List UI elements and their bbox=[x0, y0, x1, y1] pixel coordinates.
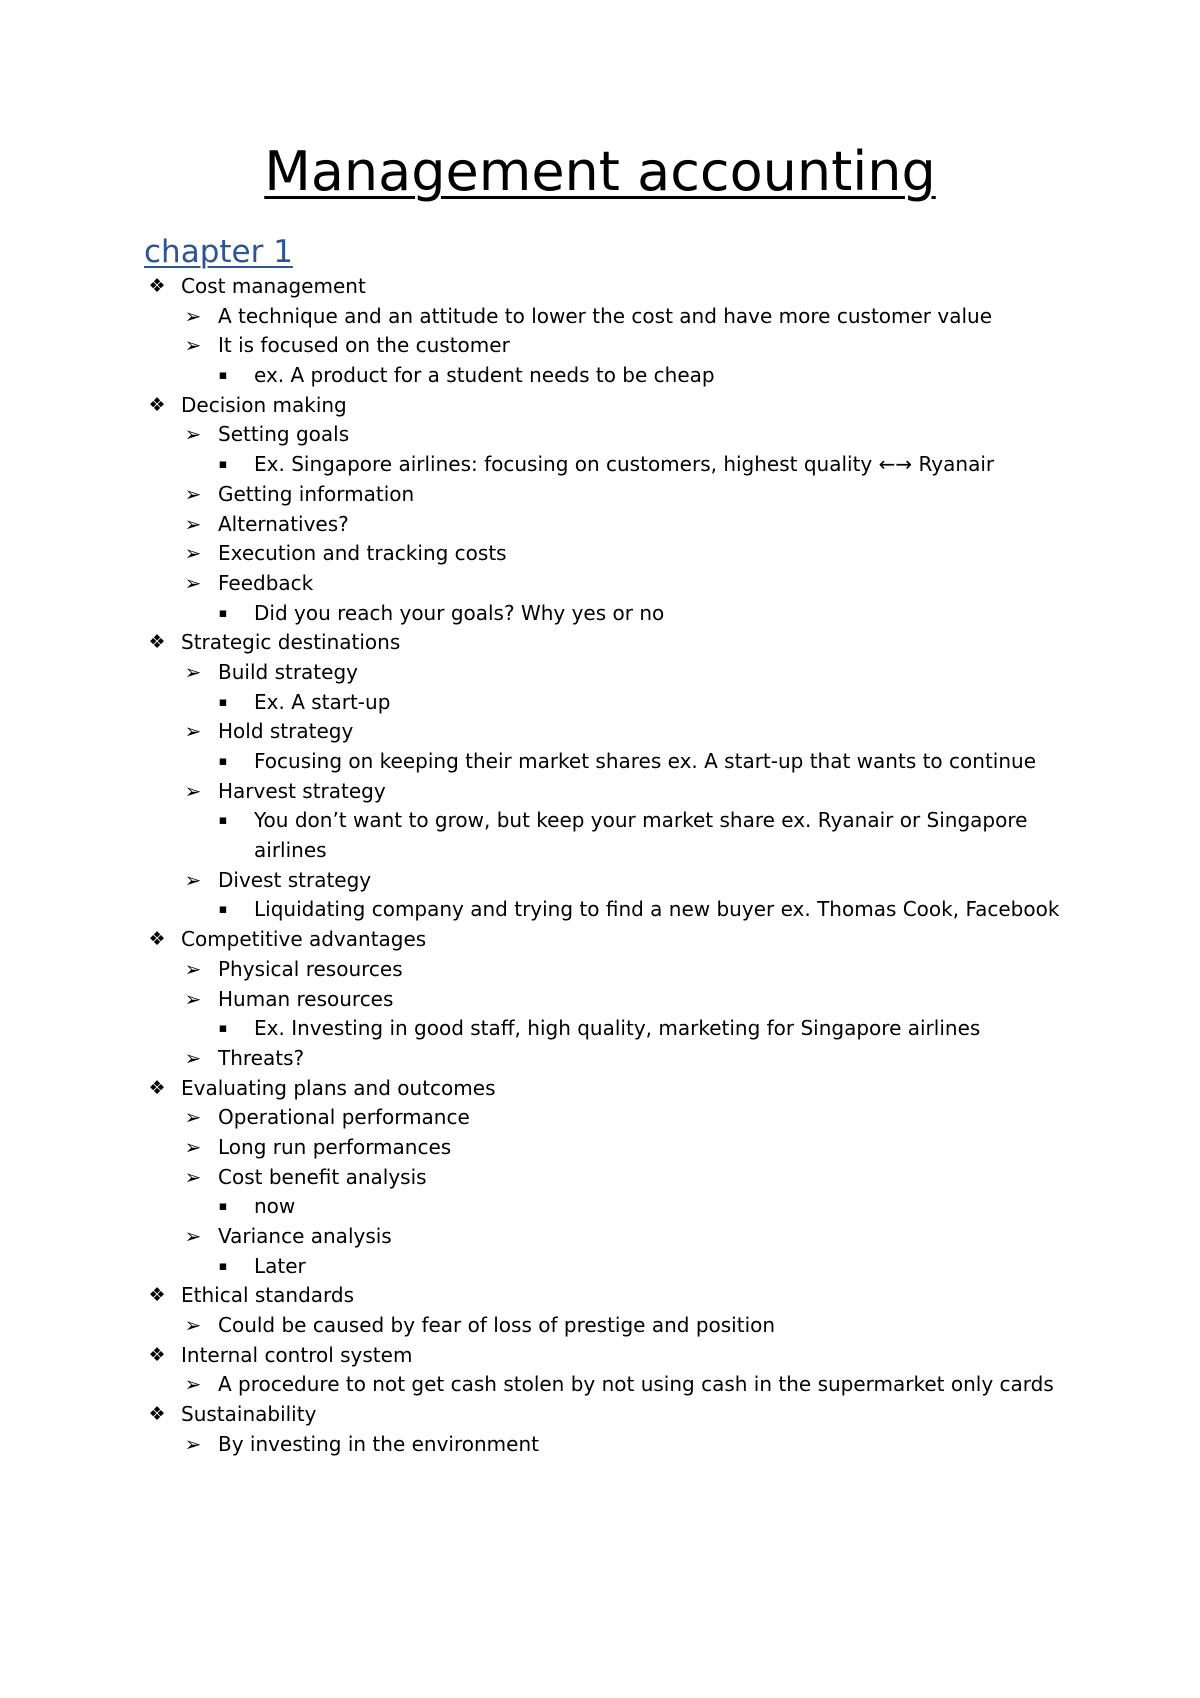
arrowhead-bullet-icon: ➢ bbox=[184, 956, 202, 981]
arrowhead-bullet-icon: ➢ bbox=[184, 541, 202, 566]
outline-item-text: Could be caused by fear of loss of prestige and position bbox=[218, 1313, 776, 1338]
arrowhead-bullet-icon: ➢ bbox=[184, 570, 202, 595]
diamond-bullet-icon: ❖ bbox=[148, 928, 166, 951]
outline-item-text: Cost management bbox=[181, 274, 366, 298]
square-bullet-icon: ▪ bbox=[218, 1199, 228, 1215]
square-bullet-icon: ▪ bbox=[218, 754, 228, 769]
outline-item bbox=[0, 480, 1200, 510]
outline-item-text: Divest strategy bbox=[218, 867, 372, 892]
arrowhead-bullet-icon: ➢ bbox=[184, 1372, 202, 1397]
diamond-bullet-icon: ❖ bbox=[148, 1076, 166, 1099]
outline-item-text: Later bbox=[254, 1253, 306, 1278]
outline-item-text: Ex. A start-up bbox=[254, 689, 391, 714]
arrowhead-bullet-icon: ➢ bbox=[184, 303, 202, 328]
outline-item-text: A procedure to not get cash stolen by not using cash in the supermarket only cards bbox=[218, 1372, 1054, 1397]
outline-item bbox=[0, 569, 1200, 599]
outline-item-text: Strategic destinations bbox=[181, 630, 401, 655]
arrowhead-bullet-icon: ➢ bbox=[184, 1313, 202, 1338]
outline-item bbox=[0, 1222, 1200, 1252]
outline-item-text: You don’t want to grow, but keep your market share ex. Ryanair or Singapore bbox=[254, 808, 1028, 833]
outline-item-text: Hold strategy bbox=[218, 719, 354, 744]
outline-item bbox=[0, 1192, 1200, 1222]
arrowhead-bullet-icon: ➢ bbox=[184, 1105, 202, 1130]
outline-item bbox=[0, 895, 1200, 925]
diamond-bullet-icon: ❖ bbox=[148, 631, 166, 654]
document-title: Management accounting bbox=[264, 140, 936, 203]
outline-item bbox=[0, 1014, 1200, 1044]
outline-item bbox=[0, 510, 1200, 540]
outline-item bbox=[0, 925, 1200, 955]
outline-item bbox=[0, 1044, 1200, 1074]
outline-item bbox=[0, 1103, 1200, 1133]
outline-item-text: Evaluating plans and outcomes bbox=[181, 1075, 496, 1100]
outline-item bbox=[0, 1133, 1200, 1163]
outline-item-text: Operational performance bbox=[218, 1105, 470, 1130]
outline-item bbox=[0, 1341, 1200, 1371]
square-bullet-icon: ▪ bbox=[218, 1258, 228, 1274]
outline-item-text: Threats? bbox=[218, 1045, 305, 1070]
diamond-bullet-icon: ❖ bbox=[148, 275, 166, 297]
outline-item-text: Build strategy bbox=[218, 659, 358, 684]
arrowhead-bullet-icon: ➢ bbox=[184, 659, 202, 684]
outline-item bbox=[0, 331, 1200, 361]
outline-item bbox=[0, 539, 1200, 569]
outline-item-text: Cost benefit analysis bbox=[218, 1164, 427, 1189]
arrowhead-bullet-icon: ➢ bbox=[184, 422, 202, 447]
outline-item bbox=[0, 658, 1200, 688]
outline-item-text: Variance analysis bbox=[218, 1224, 392, 1248]
square-bullet-icon: ▪ bbox=[218, 1021, 228, 1037]
outline-item bbox=[0, 628, 1200, 658]
outline-item bbox=[0, 420, 1200, 450]
outline-item-text: Ethical standards bbox=[181, 1283, 355, 1308]
outline-item-text: Internal control system bbox=[181, 1342, 413, 1367]
outline-item bbox=[0, 1252, 1200, 1282]
arrowhead-bullet-icon: ➢ bbox=[184, 1045, 202, 1070]
outline-item bbox=[0, 866, 1200, 896]
outline-item bbox=[0, 836, 1200, 866]
outline-item-text: now bbox=[254, 1194, 296, 1219]
square-bullet-icon: ▪ bbox=[218, 368, 228, 384]
outline-item bbox=[0, 777, 1200, 807]
arrowhead-bullet-icon: ➢ bbox=[184, 867, 202, 892]
arrowhead-bullet-icon: ➢ bbox=[184, 333, 202, 358]
outline-item-text: Execution and tracking costs bbox=[218, 541, 507, 566]
outline-item bbox=[0, 717, 1200, 747]
outline-item-text: A technique and an attitude to lower the cost and have more customer value bbox=[218, 303, 993, 328]
outline-item bbox=[0, 599, 1200, 629]
square-bullet-icon: ▪ bbox=[218, 694, 228, 710]
outline-item-text: Competitive advantages bbox=[181, 927, 427, 952]
outline-item-text: Sustainability bbox=[181, 1402, 317, 1427]
outline-item-text: It is focused on the customer bbox=[218, 333, 510, 358]
arrowhead-bullet-icon: ➢ bbox=[184, 511, 202, 536]
bullet-outline bbox=[0, 272, 1200, 1460]
outline-item bbox=[0, 272, 1200, 302]
square-bullet-icon: ▪ bbox=[218, 902, 228, 918]
outline-item bbox=[0, 1400, 1200, 1430]
outline-item-text: Physical resources bbox=[218, 956, 403, 981]
diamond-bullet-icon: ❖ bbox=[148, 393, 166, 416]
outline-item bbox=[0, 302, 1200, 332]
outline-item-text: Feedback bbox=[218, 570, 314, 595]
diamond-bullet-icon: ❖ bbox=[148, 1284, 166, 1307]
outline-item bbox=[0, 1163, 1200, 1193]
outline-item bbox=[0, 450, 1200, 480]
outline-item bbox=[0, 1281, 1200, 1311]
arrowhead-bullet-icon: ➢ bbox=[184, 1134, 202, 1159]
outline-item-text: Getting information bbox=[218, 481, 415, 506]
outline-item bbox=[0, 1311, 1200, 1341]
diamond-bullet-icon: ❖ bbox=[148, 1403, 166, 1426]
outline-item bbox=[0, 985, 1200, 1015]
outline-item-text: Focusing on keeping their market shares ex. A start-up that wants to continue bbox=[254, 749, 1036, 773]
arrowhead-bullet-icon: ➢ bbox=[184, 719, 202, 744]
square-bullet-icon: ▪ bbox=[218, 605, 228, 621]
arrowhead-bullet-icon: ➢ bbox=[184, 1164, 202, 1189]
square-bullet-icon: ▪ bbox=[218, 457, 228, 473]
outline-item-text: By investing in the environment bbox=[218, 1431, 539, 1456]
outline-item-text: Ex. Investing in good staff, high quality, marketing for Singapore airlines bbox=[254, 1016, 981, 1041]
outline-item-text: ex. A product for a student needs to be cheap bbox=[254, 363, 715, 388]
outline-item-text: Ex. Singapore airlines: focusing on customers, highest quality ←→ Ryanair bbox=[254, 452, 995, 477]
outline-item bbox=[0, 391, 1200, 421]
arrowhead-bullet-icon: ➢ bbox=[184, 481, 202, 506]
arrowhead-bullet-icon: ➢ bbox=[184, 778, 202, 803]
outline-item-text: Human resources bbox=[218, 986, 394, 1011]
arrowhead-bullet-icon: ➢ bbox=[184, 986, 202, 1011]
outline-item-text: Harvest strategy bbox=[218, 778, 386, 803]
outline-item-text: Setting goals bbox=[218, 422, 350, 447]
outline-item bbox=[0, 806, 1200, 836]
outline-item-text: Decision making bbox=[181, 392, 347, 417]
chapter-heading: chapter 1 bbox=[144, 234, 293, 270]
outline-item-text: Did you reach your goals? Why yes or no bbox=[254, 600, 665, 625]
outline-item bbox=[0, 688, 1200, 718]
diamond-bullet-icon: ❖ bbox=[148, 1343, 166, 1366]
outline-item bbox=[0, 1074, 1200, 1104]
outline-item-text: Long run performances bbox=[218, 1134, 452, 1159]
square-bullet-icon: ▪ bbox=[218, 813, 228, 829]
outline-item bbox=[0, 955, 1200, 985]
outline-item-text: airlines bbox=[254, 838, 327, 863]
outline-item bbox=[0, 361, 1200, 391]
outline-item-text: Alternatives? bbox=[218, 511, 349, 536]
arrowhead-bullet-icon: ➢ bbox=[184, 1224, 202, 1248]
outline-item bbox=[0, 1370, 1200, 1400]
outline-item bbox=[0, 1430, 1200, 1460]
arrowhead-bullet-icon: ➢ bbox=[184, 1431, 202, 1456]
outline-item-text: Liquidating company and trying to find a new buyer ex. Thomas Cook, Facebook bbox=[254, 897, 1060, 922]
outline-item bbox=[0, 747, 1200, 777]
